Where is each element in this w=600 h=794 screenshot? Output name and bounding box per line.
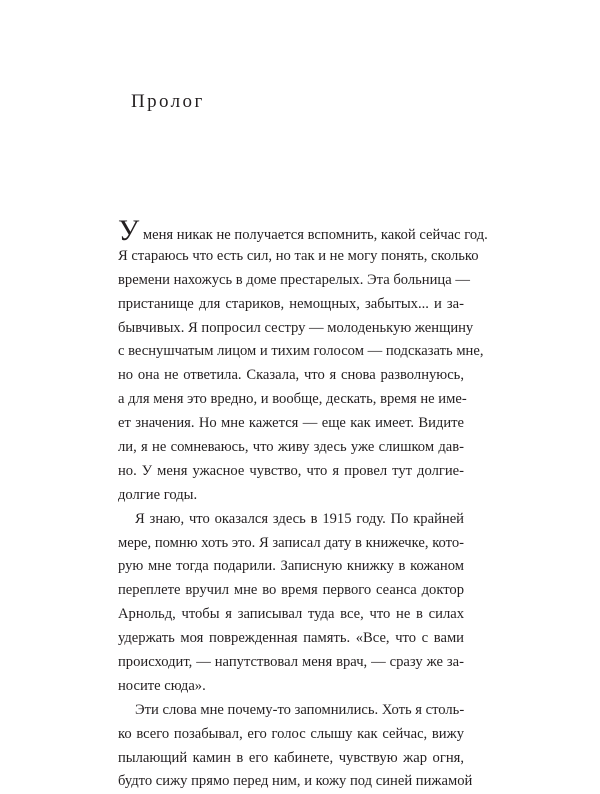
text-line: но. У меня ужасное чувство, что я провел тут долгие- — [118, 462, 464, 479]
text-line: Эти слова мне почему-то запомнились. Хоть я столь- — [135, 701, 465, 718]
text-line: мере, помню хоть это. Я записал дату в книжечке, кото- — [118, 534, 464, 551]
text-line: удержать моя поврежденная память. «Все, что с вами — [118, 630, 464, 647]
text-line: ет значения. Но мне кажется — еще как имеет. Видите — [118, 415, 464, 432]
text-line: носите сюда». — [118, 677, 206, 694]
body-text — [118, 214, 488, 794]
text-line: Я знаю, что оказался здесь в 1915 году. По крайней — [135, 510, 464, 527]
chapter-title: Пролог — [131, 91, 205, 112]
text-line-rest: меня никак не получается вспомнить, какой сейчас год. — [139, 227, 488, 243]
text-line: ли, я не сомневаюсь, что живу здесь уже слишком дав- — [118, 439, 464, 456]
text-line: Я стараюсь что есть сил, но так и не могу понять, сколько — [118, 247, 479, 264]
text-line: но она не ответила. Сказала, что я снова разволнуюсь, — [118, 367, 464, 384]
text-line: происходит, — напутствовал меня врач, — сразу же за- — [118, 654, 464, 671]
text-line: переплете вручил мне во время первого сеанса доктор — [118, 582, 464, 599]
text-line: бывчивых. Я попросил сестру — молоденькую женщину — [118, 319, 474, 336]
text-line: будто сижу прямо перед ним, и кожу под синей пижамой — [118, 773, 473, 790]
text-line: времени нахожусь в доме престарелых. Эта больница — — [118, 271, 470, 288]
text-line: рую мне тогда подарили. Записную книжку в кожаном — [118, 558, 464, 575]
text-line: ко всего позабывал, его голос слышу как сейчас, вижу — [118, 725, 464, 742]
text-line: пристанище для стариков, немощных, забытых... и за- — [118, 295, 464, 312]
text-line: Арнольд, чтобы я записывал туда все, что не в силах — [118, 606, 464, 623]
drop-cap: У — [118, 214, 140, 247]
text-line: долгие годы. — [118, 486, 198, 503]
text-line: а для меня это вредно, и вообще, дескать, время не име- — [118, 391, 467, 408]
text-line: с веснушчатым лицом и тихим голосом — подсказать мне, — [118, 343, 484, 360]
text-line: пылающий камин в его кабинете, чувствую жар огня, — [118, 749, 464, 766]
text-line — [118, 214, 488, 247]
